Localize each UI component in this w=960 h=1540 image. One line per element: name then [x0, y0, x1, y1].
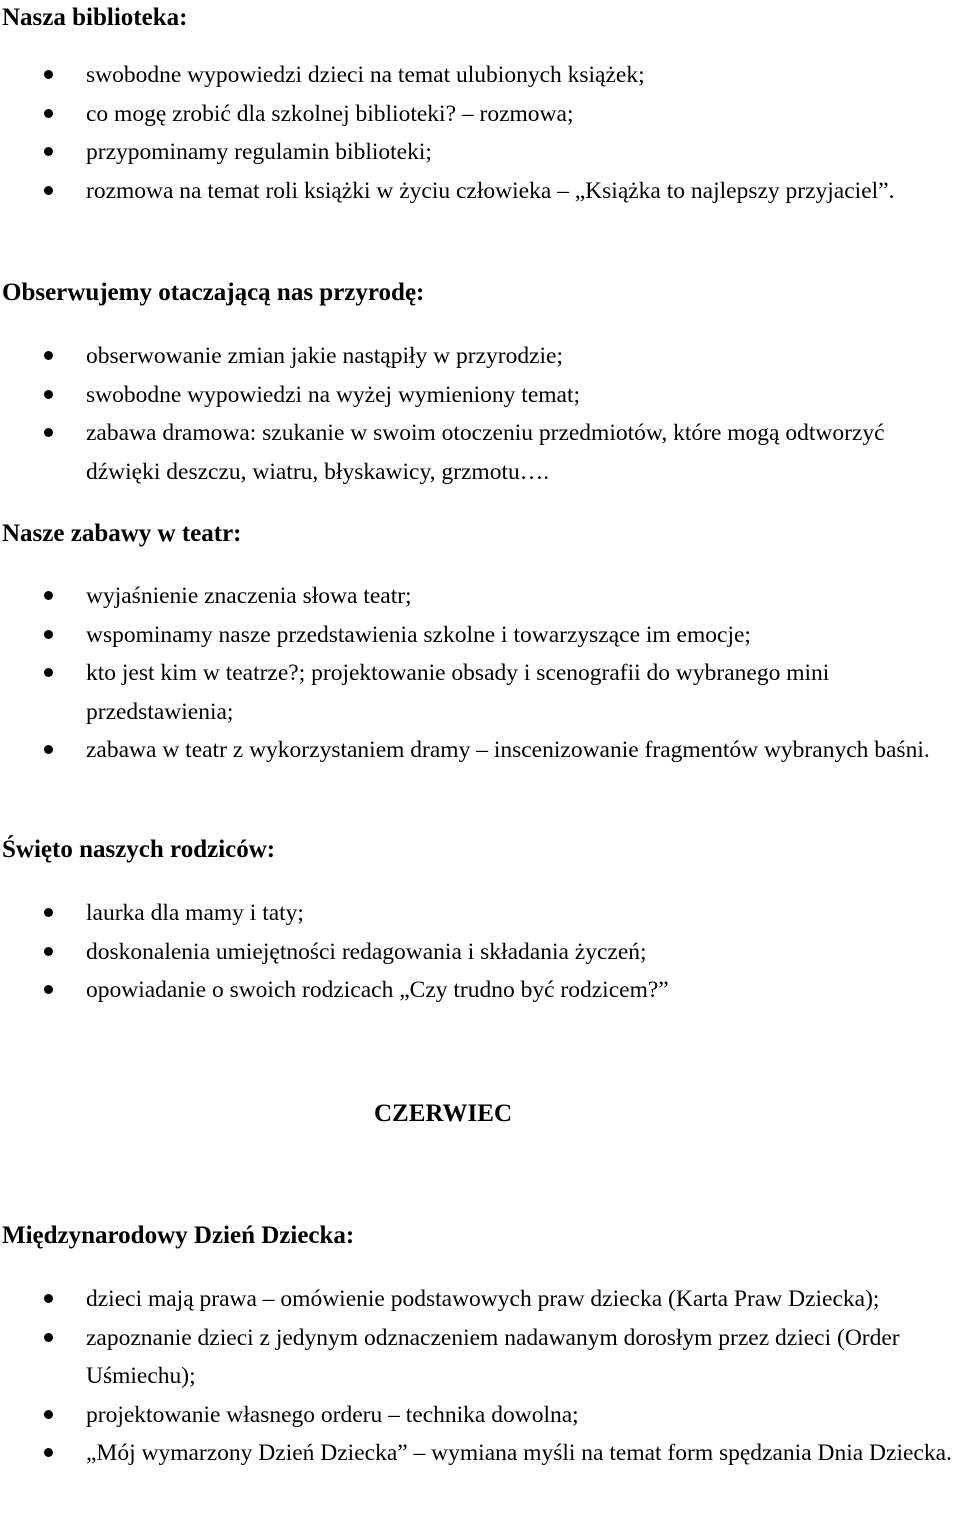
bullet-icon [44, 1410, 53, 1419]
list-item-text: doskonalenia umiejętności redagowania i składania życzeń; [86, 938, 647, 965]
bullet-icon [44, 1294, 53, 1303]
list-item [0, 1396, 960, 1435]
list-item [0, 577, 960, 616]
theatre-list [0, 577, 960, 770]
section-heading-parents: Święto naszych rodziców: [2, 836, 276, 863]
bullet-icon [44, 745, 53, 754]
childrens-day-list [0, 1280, 960, 1473]
list-item [0, 172, 960, 211]
nature-list [0, 337, 960, 491]
bullet-icon [44, 630, 53, 639]
list-item [0, 616, 960, 655]
list-item [0, 894, 960, 933]
parents-list [0, 894, 960, 1010]
list-item-text: „Mój wymarzony Dzień Dziecka” – wymiana myśli na temat form spędzania Dnia Dziecka. [86, 1440, 952, 1466]
list-item-text: wyjaśnienie znaczenia słowa teatr; [86, 583, 412, 609]
section-heading-nature: Obserwujemy otaczającą nas przyrodę: [2, 279, 425, 306]
bullet-icon [44, 186, 53, 195]
list-item [0, 933, 960, 972]
list-item-text: swobodne wypowiedzi na wyżej wymieniony temat; [86, 381, 581, 408]
list-item-text: obserwowanie zmian jakie nastąpiły w przyrodzie; [86, 343, 564, 369]
list-item-text: laurka dla mamy i taty; [86, 900, 304, 926]
list-item [0, 654, 960, 731]
bullet-icon [44, 147, 53, 156]
list-item [0, 731, 960, 770]
list-item-text: zabawa w teatr z wykorzystaniem dramy – inscenizowanie fragmentów wybranych baśni. [86, 737, 930, 763]
bullet-icon [44, 428, 53, 437]
bullet-icon [44, 109, 53, 118]
list-item [0, 95, 960, 134]
bullet-icon [44, 390, 53, 399]
bullet-icon [44, 1448, 53, 1457]
list-item-text: swobodne wypowiedzi dzieci na temat ulubionych książek; [86, 62, 645, 88]
bullet-icon [44, 351, 53, 360]
bullet-icon [44, 668, 53, 677]
list-item-text: rozmowa na temat roli książki w życiu człowieka – „Książka to najlepszy przyjaciel”. [86, 177, 895, 204]
library-list [0, 56, 960, 210]
list-item-text: zabawa dramowa: szukanie w swoim otoczeniu przedmiotów, które mogą odtworzyć dźwięki deszczu, wiatru, błyskawicy, grzmotu…. [86, 420, 885, 485]
bullet-icon [44, 985, 53, 994]
list-item [0, 133, 960, 172]
list-item [0, 971, 960, 1010]
bullet-icon [44, 591, 53, 600]
bullet-icon [44, 947, 53, 956]
list-item-text: opowiadanie o swoich rodzicach „Czy trudno być rodzicem?” [86, 977, 669, 1003]
list-item [0, 56, 960, 95]
list-item [0, 1434, 960, 1473]
list-item-text: dzieci mają prawa – omówienie podstawowych praw dziecka (Karta Praw Dziecka); [86, 1286, 880, 1312]
section-heading-library: Nasza biblioteka: [2, 4, 188, 31]
list-item [0, 337, 960, 376]
list-item-text: projektowanie własnego orderu – technika dowolna; [86, 1401, 579, 1428]
section-heading-childrens-day: Międzynarodowy Dzień Dziecka: [2, 1222, 355, 1249]
section-heading-theatre: Nasze zabawy w teatr: [2, 520, 242, 547]
bullet-icon [44, 908, 53, 917]
list-item-text: zapoznanie dzieci z jedynym odznaczeniem nadawanym dorosłym przez dzieci (Order Uśmiechu); [86, 1324, 900, 1389]
list-item-text: kto jest kim w teatrze?; projektowanie obsady i scenografii do wybranego mini przedstawienia; [86, 660, 830, 725]
list-item-text: wspominamy nasze przedstawienia szkolne i towarzyszące im emocje; [86, 621, 751, 648]
list-item [0, 376, 960, 415]
list-item [0, 414, 960, 491]
bullet-icon [44, 1333, 53, 1342]
bullet-icon [44, 70, 53, 79]
list-item-text: przypominamy regulamin biblioteki; [86, 139, 432, 165]
list-item [0, 1280, 960, 1319]
list-item [0, 1319, 960, 1396]
list-item-text: co mogę zrobić dla szkolnej biblioteki? – rozmowa; [86, 100, 574, 127]
month-title: CZERWIEC [373, 1100, 513, 1127]
